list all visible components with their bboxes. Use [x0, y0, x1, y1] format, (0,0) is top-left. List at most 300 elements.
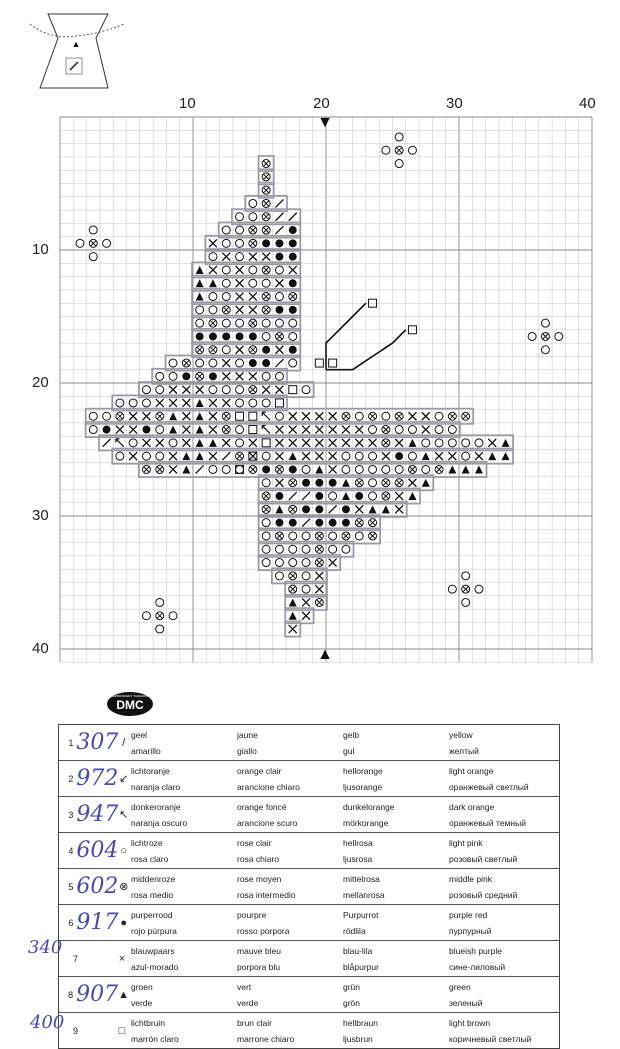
stitch-blueish-purple — [129, 452, 137, 460]
stitch-blueish-purple — [182, 412, 190, 420]
legend-name-line2: marrón claro — [131, 1033, 179, 1044]
stitch-light-pink — [142, 452, 150, 460]
legend-names — [129, 761, 559, 796]
stitch-light-pink — [169, 372, 177, 380]
stitch-light-pink — [448, 439, 456, 447]
legend-handwritten-code: 907 — [76, 982, 119, 1007]
stitch-green — [315, 465, 323, 473]
stitch-middle-pink-cross — [90, 241, 96, 247]
legend-name-line2: arancione scuro — [237, 817, 298, 828]
stitch-blueish-purple — [249, 439, 257, 447]
legend-language-column — [447, 761, 559, 796]
stitch-light-pink — [129, 439, 137, 447]
stitch-purple-red — [289, 465, 297, 473]
stitch-blueish-purple — [222, 372, 230, 380]
stitch-purple-red — [289, 253, 297, 261]
stitch-middle-pink-cross — [356, 520, 362, 526]
legend-handwritten-code: 604 — [76, 838, 119, 863]
legend-name-line1: dunkelorange — [343, 801, 395, 812]
stitch-green — [182, 465, 190, 473]
stitch-yellow — [275, 213, 283, 221]
stitch-blueish-purple — [182, 399, 190, 407]
stitch-green — [422, 479, 430, 487]
stitch-blueish-purple — [329, 452, 337, 460]
stitch-light-pink — [262, 452, 270, 460]
stitch-light-pink — [116, 399, 124, 407]
legend-language-column — [235, 833, 341, 868]
stitch-yellow — [302, 519, 310, 527]
stitch-light-pink — [369, 426, 377, 434]
legend-language-column — [341, 797, 447, 832]
stitch-light-pink — [275, 412, 283, 420]
stitch-blueish-purple — [302, 598, 310, 606]
legend-name-line1: yellow — [449, 729, 473, 740]
stitch-light-pink — [435, 426, 443, 434]
legend-symbol: ↙ — [119, 773, 129, 785]
stitch-blueish-purple — [315, 585, 323, 593]
stitch-middle-pink-cross — [250, 347, 256, 353]
stitch-purple-red — [222, 332, 230, 340]
stitch-light-pink — [262, 279, 270, 287]
stitch-light-pink — [262, 319, 270, 327]
stitch-light-pink — [289, 359, 297, 367]
stitch-middle-pink-cross — [237, 453, 243, 459]
stitch-green — [196, 426, 204, 434]
stitch-middle-pink-cross — [250, 241, 256, 247]
stitch-light-pink — [142, 386, 150, 394]
legend-language-column — [129, 833, 235, 868]
stitch-light-brown — [249, 426, 257, 434]
stitch-light-pink — [142, 399, 150, 407]
stitch-light-pink — [222, 465, 230, 473]
stitch-blueish-purple — [222, 439, 230, 447]
legend-handwritten-code: 972 — [76, 766, 119, 791]
stitch-green — [196, 293, 204, 301]
legend-language-column — [129, 905, 235, 940]
legend-name-line1: grün — [343, 981, 361, 992]
stitch-light-pink — [156, 372, 164, 380]
stitch-light-pink — [475, 585, 483, 593]
stitch-middle-pink-cross — [263, 267, 269, 273]
stitch-light-pink — [222, 239, 230, 247]
stitch-light-pink — [462, 439, 470, 447]
legend-name-line1: blau-lila — [343, 945, 373, 956]
x-tick-30: 30 — [446, 95, 463, 112]
stitch-blueish-purple — [169, 386, 177, 394]
stitch-green — [196, 279, 204, 287]
stitch-middle-pink-cross — [263, 307, 269, 313]
stitch-light-pink — [355, 452, 363, 460]
stitch-blueish-purple — [302, 412, 310, 420]
stitch-light-pink — [475, 439, 483, 447]
stitch-light-pink — [209, 306, 217, 314]
stitch-middle-pink-cross — [343, 533, 349, 539]
legend-name-line2: розовый светлый — [449, 853, 518, 864]
legend-name-line1: lichtroze — [131, 837, 163, 848]
stitch-blueish-purple — [249, 306, 257, 314]
stitch-blueish-purple — [315, 426, 323, 434]
legend-language-column — [129, 761, 235, 796]
stitch-light-pink — [275, 372, 283, 380]
stitch-light-pink — [262, 519, 270, 527]
legend-handwritten-code — [81, 1013, 115, 1048]
stitch-light-pink — [302, 532, 310, 540]
stitch-light-pink — [156, 426, 164, 434]
stitch-green — [488, 452, 496, 460]
y-tick-40: 40 — [32, 640, 49, 657]
stitch-blueish-purple — [262, 253, 270, 261]
stitch-green — [196, 266, 204, 274]
stitch-blueish-purple — [142, 439, 150, 447]
stitch-purple-red — [355, 492, 363, 500]
stitch-blueish-purple — [249, 293, 257, 301]
stitch-purple-red — [249, 359, 257, 367]
stitch-light-pink — [435, 412, 443, 420]
legend-number: 4 — [68, 845, 74, 856]
stitch-middle-pink-cross — [383, 427, 389, 433]
legend-language-column — [235, 725, 341, 760]
stitch-blueish-purple — [156, 439, 164, 447]
stitch-middle-pink-cross — [317, 600, 323, 606]
stitch-middle-pink-cross — [410, 467, 416, 473]
stitch-middle-pink-cross — [223, 307, 229, 313]
stitch-yellow — [329, 505, 337, 513]
legend-row — [59, 905, 559, 941]
stitch-middle-pink-cross — [463, 586, 469, 592]
legend-handwritten-code — [81, 941, 115, 976]
legend-number: 1 — [68, 737, 74, 748]
stitch-middle-pink-cross — [263, 174, 269, 180]
stitch-light-pink — [289, 319, 297, 327]
legend-name-line2: ljusbrun — [343, 1033, 373, 1044]
stitch-light-pink — [382, 146, 390, 154]
stitch-purple-red — [275, 492, 283, 500]
legend-name-line1: pourpre — [237, 909, 267, 920]
stitch-light-pink — [422, 465, 430, 473]
stitch-green — [209, 439, 217, 447]
stitch-purple-red — [289, 226, 297, 234]
dmc-logo — [105, 690, 155, 718]
legend-name-line1: rose moyen — [237, 873, 282, 884]
stitch-blueish-purple — [196, 386, 204, 394]
legend-number: 7 — [73, 953, 79, 964]
stitch-blueish-purple — [169, 452, 177, 460]
stitch-light-pink — [355, 532, 363, 540]
stitch-blueish-purple — [182, 439, 190, 447]
legend-name-line1: jaune — [237, 729, 258, 740]
legend-name-line1: Purpurrot — [343, 909, 379, 920]
legend-name-line2: verde — [131, 997, 153, 1008]
stitch-light-brown — [289, 386, 297, 394]
legend-name-line1: rose clair — [237, 837, 272, 848]
legend-language-column — [129, 869, 235, 904]
legend-name-line2: ljusrosa — [343, 853, 373, 864]
stitch-blueish-purple — [275, 386, 283, 394]
pouch-arrow: ▲ — [71, 39, 81, 49]
stitch-middle-pink-cross — [117, 413, 123, 419]
stitch-purple-red — [315, 492, 323, 500]
y-tick-30: 30 — [32, 507, 49, 524]
stitch-light-pink — [462, 452, 470, 460]
stitch-light-pink — [275, 545, 283, 553]
stitch-blueish-purple — [355, 505, 363, 513]
legend-number: 3 — [68, 809, 74, 820]
stitch-middle-pink-cross — [290, 586, 296, 592]
stitch-blueish-purple — [315, 439, 323, 447]
stitch-light-pink — [129, 399, 137, 407]
stitch-blueish-purple — [329, 465, 337, 473]
stitch-blueish-purple — [488, 439, 496, 447]
stitch-green — [196, 439, 204, 447]
legend-name-line1: middle pink — [449, 873, 492, 884]
stitch-light-pink — [249, 399, 257, 407]
stitch-light-pink — [355, 412, 363, 420]
legend-row — [59, 833, 559, 869]
stitch-green — [408, 492, 416, 500]
legend-name-line1: orange foncé — [237, 801, 287, 812]
stitch-blueish-purple — [169, 465, 177, 473]
legend-name-line1: dark orange — [449, 801, 495, 812]
stitch-light-pink — [448, 426, 456, 434]
stitch-green — [289, 452, 297, 460]
stitch-light-pink — [236, 465, 244, 473]
stitch-light-pink — [249, 266, 257, 274]
stitch-green — [275, 505, 283, 513]
legend-name-line2: коричневый светлый — [449, 1033, 532, 1044]
legend-name-line2: arancione chiaro — [237, 781, 300, 792]
stitch-light-brown — [249, 412, 257, 420]
stitch-middle-pink-cross — [277, 467, 283, 473]
legend-language-column — [447, 977, 559, 1012]
stitch-blueish-purple — [209, 426, 217, 434]
legend-name-line2: porpora blu — [237, 961, 281, 972]
y-tick-20: 20 — [32, 374, 49, 391]
stitch-green — [422, 452, 430, 460]
x-tick-40: 40 — [579, 95, 596, 112]
legend-language-column — [341, 1013, 447, 1048]
margin-note-340: 340 — [28, 937, 63, 958]
stitch-light-pink — [289, 332, 297, 340]
stitch-blueish-purple — [315, 412, 323, 420]
legend-name-line1: orange clair — [237, 765, 282, 776]
stitch-light-pink — [169, 359, 177, 367]
stitch-middle-pink-cross — [356, 480, 362, 486]
stitch-purple-red — [236, 332, 244, 340]
stitch-purple-red — [289, 346, 297, 354]
stitch-purple-red — [262, 239, 270, 247]
legend-name-line2: зеленый — [449, 997, 483, 1008]
stitch-blueish-purple — [275, 346, 283, 354]
stitch-light-pink — [156, 598, 164, 606]
stitch-blueish-purple — [275, 452, 283, 460]
stitch-light-pink — [249, 279, 257, 287]
stitch-middle-pink-cross — [317, 546, 323, 552]
stitch-light-pink — [369, 479, 377, 487]
dmc-logo-text: DMC — [116, 698, 144, 712]
stitch-middle-pink-cross — [396, 147, 402, 153]
legend-name-line1: geel — [131, 729, 148, 740]
stitch-middle-pink-cross — [263, 187, 269, 193]
legend-handwritten-code: 947 — [76, 802, 119, 827]
stitch-blueish-purple — [342, 439, 350, 447]
stitch-purple-red — [315, 519, 323, 527]
legend-row — [59, 869, 559, 905]
stitch-light-pink — [262, 399, 270, 407]
stitch-light-pink — [369, 465, 377, 473]
stitch-blueish-purple — [395, 505, 403, 513]
stitch-dark-orange — [262, 412, 270, 420]
stitch-light-pink — [342, 545, 350, 553]
stitch-blueish-purple — [236, 372, 244, 380]
legend-name-line1: light pink — [449, 837, 483, 848]
legend-name-line1: brun clair — [237, 1017, 272, 1028]
legend-symbol: ▲ — [118, 988, 129, 1001]
legend-name-line1: hellrosa — [343, 837, 373, 848]
stitch-light-pink — [236, 239, 244, 247]
stitch-green — [502, 439, 510, 447]
stitch-green — [475, 465, 483, 473]
stitch-light-pink — [302, 465, 310, 473]
stitch-blueish-purple — [289, 439, 297, 447]
stitch-light-pink — [222, 319, 230, 327]
stitch-middle-pink-cross — [263, 507, 269, 513]
stitch-light-pink — [209, 386, 217, 394]
legend-language-column — [447, 725, 559, 760]
stitch-light-pink — [435, 439, 443, 447]
stitch-green — [289, 598, 297, 606]
stitch-purple-red — [209, 332, 217, 340]
stitch-middle-pink-cross — [396, 480, 402, 486]
stitch-light-brown — [315, 359, 323, 367]
stitch-middle-pink-cross — [197, 374, 203, 380]
stitch-light-pink — [262, 372, 270, 380]
stitch-light-pink — [142, 612, 150, 620]
stitch-middle-pink-cross — [157, 413, 163, 419]
legend-name-line1: mauve bleu — [237, 945, 281, 956]
legend-name-line2: gul — [343, 745, 355, 756]
stitch-purple-red — [289, 306, 297, 314]
legend-name-line1: mittelrosa — [343, 873, 380, 884]
stitch-purple-red — [262, 359, 270, 367]
stitch-light-pink — [262, 559, 270, 567]
stitch-light-pink — [222, 279, 230, 287]
legend-language-column — [341, 833, 447, 868]
stitch-light-pink — [395, 426, 403, 434]
stitch-blueish-purple — [315, 572, 323, 580]
legend-handwritten-code: 307 — [76, 730, 119, 755]
legend-row — [59, 797, 559, 833]
stitch-middle-pink-cross — [250, 467, 256, 473]
stitch-blueish-purple — [408, 412, 416, 420]
stitch-middle-pink-cross — [144, 467, 150, 473]
stitch-blueish-purple — [209, 266, 217, 274]
stitch-green — [209, 279, 217, 287]
legend-name-line2: желтый — [449, 745, 479, 756]
x-tick-20: 20 — [313, 95, 330, 112]
stitch-middle-pink-cross — [263, 493, 269, 499]
stitch-middle-pink-cross — [436, 467, 442, 473]
stitch-light-pink — [382, 412, 390, 420]
stitch-middle-pink-cross — [184, 360, 190, 366]
stitch-blueish-purple — [116, 426, 124, 434]
stitch-blueish-purple — [302, 426, 310, 434]
stitch-dark-orange — [262, 426, 270, 434]
stitch-light-pink — [196, 319, 204, 327]
stitch-blueish-purple — [422, 426, 430, 434]
stitch-light-pink — [222, 226, 230, 234]
stitch-purple-red — [249, 332, 257, 340]
stitch-light-pink — [289, 545, 297, 553]
stitch-middle-pink-cross — [343, 413, 349, 419]
stitch-middle-pink-cross — [370, 413, 376, 419]
stitch-blueish-purple — [142, 412, 150, 420]
stitch-light-pink — [236, 253, 244, 261]
stitch-light-pink — [103, 412, 111, 420]
legend-name-line2: verde — [237, 997, 259, 1008]
legend-row — [59, 761, 559, 797]
legend-names — [129, 1013, 559, 1048]
stitch-blueish-purple — [289, 426, 297, 434]
stitch-middle-pink-cross — [277, 533, 283, 539]
stitch-light-pink — [209, 293, 217, 301]
stitch-blueish-purple — [289, 412, 297, 420]
legend-name-line2: blåpurpur — [343, 961, 379, 972]
legend-name-line1: vert — [237, 981, 252, 992]
stitch-blueish-purple — [156, 399, 164, 407]
stitch-light-pink — [236, 359, 244, 367]
stitch-light-pink — [262, 545, 270, 553]
legend-language-column — [447, 833, 559, 868]
legend-name-line1: light brown — [449, 1017, 491, 1028]
stitch-blueish-purple — [369, 439, 377, 447]
legend-language-column — [341, 869, 447, 904]
stitch-middle-pink-cross — [250, 227, 256, 233]
stitch-green — [342, 492, 350, 500]
stitch-purple-red — [342, 519, 350, 527]
stitch-light-pink — [236, 319, 244, 327]
legend-language-column — [129, 941, 235, 976]
stitch-green — [182, 452, 190, 460]
legend-names — [129, 797, 559, 832]
stitch-blueish-purple — [222, 399, 230, 407]
stitch-light-pink — [408, 426, 416, 434]
stitch-middle-pink-cross — [263, 201, 269, 207]
stitch-blueish-purple — [236, 293, 244, 301]
stitch-purple-red — [142, 426, 150, 434]
legend-name-line1: blauwpaars — [131, 945, 175, 956]
stitch-light-pink — [236, 213, 244, 221]
stitch-middle-pink-cross — [223, 413, 229, 419]
stitch-purple-red — [302, 479, 310, 487]
stitch-light-pink — [236, 226, 244, 234]
stitch-middle-pink-cross — [370, 520, 376, 526]
stitch-middle-pink-cross — [250, 320, 256, 326]
legend-language-column — [341, 977, 447, 1012]
stitch-light-pink — [236, 439, 244, 447]
stitch-purple-red — [315, 505, 323, 513]
stitch-yellow — [196, 465, 204, 473]
stitch-light-pink — [329, 545, 337, 553]
stitch-purple-red — [262, 465, 270, 473]
stitch-light-pink — [342, 452, 350, 460]
stitch-light-pink — [89, 253, 97, 261]
legend-language-column — [235, 977, 341, 1012]
stitch-green — [342, 479, 350, 487]
stitch-light-pink — [222, 346, 230, 354]
legend-name-line2: rödlila — [343, 925, 366, 936]
stitch-middle-pink-cross — [317, 533, 323, 539]
stitch-light-pink — [262, 532, 270, 540]
